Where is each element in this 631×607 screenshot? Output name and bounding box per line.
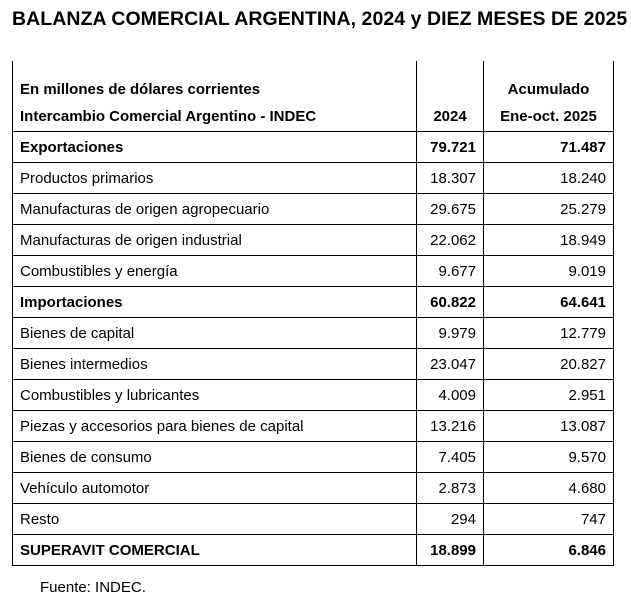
row-value-2024: 9.979 [417, 318, 484, 349]
row-value-2024: 9.677 [417, 256, 484, 287]
source-label: Intercambio Comercial Argentino - INDEC [13, 101, 417, 132]
header-empty-cell [417, 61, 484, 101]
row-value-2025: 71.487 [484, 132, 614, 163]
source-note: Fuente: INDEC. [40, 579, 146, 596]
row-value-2024: 2.873 [417, 473, 484, 504]
table-header-row [13, 101, 614, 132]
row-label: Combustibles y energía [13, 256, 417, 287]
row-value-2025: 4.680 [484, 473, 614, 504]
row-value-2025: 13.087 [484, 411, 614, 442]
table-row [13, 473, 614, 504]
row-label: Vehículo automotor [13, 473, 417, 504]
accumulated-header: Acumulado [484, 61, 614, 101]
row-value-2024: 7.405 [417, 442, 484, 473]
table-row [13, 194, 614, 225]
row-label: Manufacturas de origen industrial [13, 225, 417, 256]
unit-label: En millones de dólares corrientes [13, 61, 417, 101]
row-value-2025: 18.240 [484, 163, 614, 194]
row-label: Combustibles y lubricantes [13, 380, 417, 411]
row-label: Piezas y accesorios para bienes de capital [13, 411, 417, 442]
row-value-2025: 6.846 [484, 535, 614, 566]
table-row [13, 132, 614, 163]
row-value-2025: 20.827 [484, 349, 614, 380]
row-value-2025: 9.019 [484, 256, 614, 287]
row-value-2025: 25.279 [484, 194, 614, 225]
row-label: Exportaciones [13, 132, 417, 163]
table-row [13, 535, 614, 566]
row-value-2024: 60.822 [417, 287, 484, 318]
row-label: Productos primarios [13, 163, 417, 194]
row-label: Bienes de capital [13, 318, 417, 349]
row-value-2024: 4.009 [417, 380, 484, 411]
table-row [13, 349, 614, 380]
row-value-2024: 29.675 [417, 194, 484, 225]
table-header-row-top [13, 61, 614, 101]
table-row [13, 287, 614, 318]
row-value-2024: 18.307 [417, 163, 484, 194]
table-row [13, 256, 614, 287]
row-label: SUPERAVIT COMERCIAL [13, 535, 417, 566]
row-value-2025: 2.951 [484, 380, 614, 411]
table-row [13, 504, 614, 535]
row-label: Manufacturas de origen agropecuario [13, 194, 417, 225]
row-value-2025: 18.949 [484, 225, 614, 256]
row-value-2024: 13.216 [417, 411, 484, 442]
row-label: Bienes de consumo [13, 442, 417, 473]
row-value-2024: 23.047 [417, 349, 484, 380]
row-value-2024: 294 [417, 504, 484, 535]
table-row [13, 163, 614, 194]
row-value-2024: 79.721 [417, 132, 484, 163]
table-row [13, 442, 614, 473]
row-value-2025: 747 [484, 504, 614, 535]
trade-balance-table [12, 61, 614, 566]
row-value-2025: 12.779 [484, 318, 614, 349]
table-row [13, 411, 614, 442]
row-label: Resto [13, 504, 417, 535]
page-title: BALANZA COMERCIAL ARGENTINA, 2024 y DIEZ MESES DE 2025 [12, 8, 628, 30]
year-2024-header: 2024 [417, 101, 484, 132]
row-value-2024: 22.062 [417, 225, 484, 256]
row-label: Bienes intermedios [13, 349, 417, 380]
row-label: Importaciones [13, 287, 417, 318]
row-value-2025: 9.570 [484, 442, 614, 473]
table-row [13, 318, 614, 349]
row-value-2024: 18.899 [417, 535, 484, 566]
period-2025-header: Ene-oct. 2025 [484, 101, 614, 132]
table-row [13, 380, 614, 411]
table-row [13, 225, 614, 256]
row-value-2025: 64.641 [484, 287, 614, 318]
